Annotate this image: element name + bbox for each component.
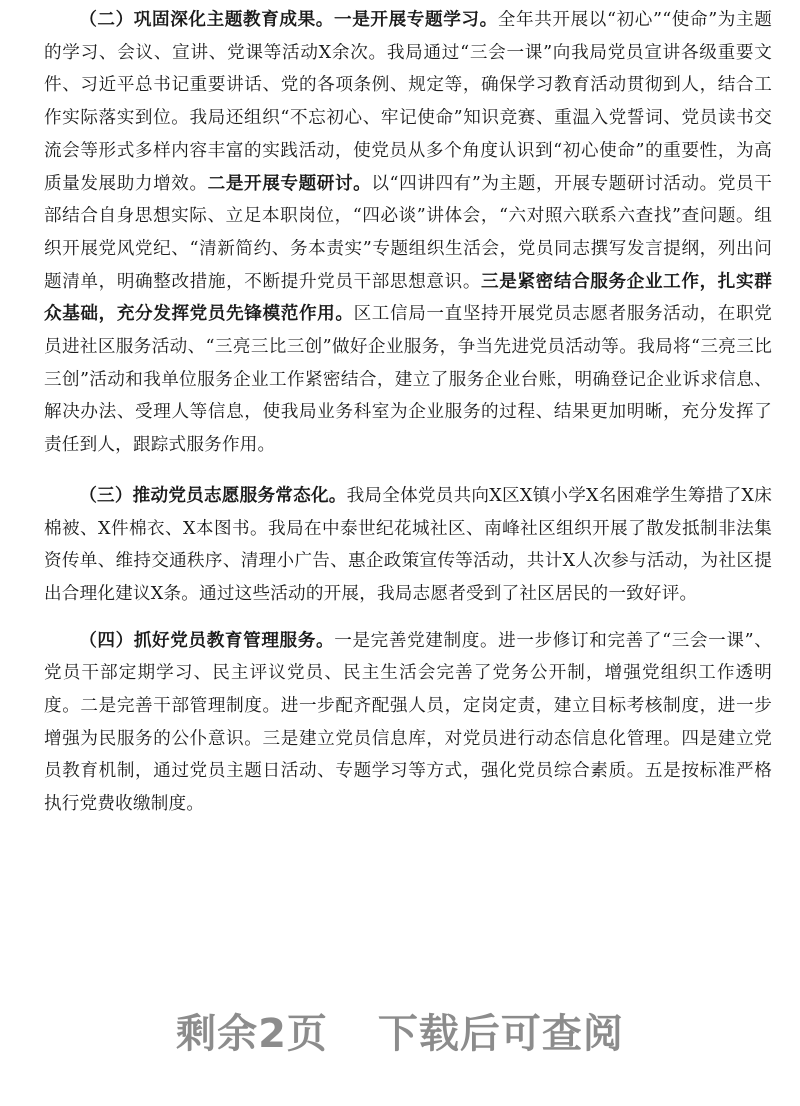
body-text: 全年共开展以“初心”“使命”为主题的学习、会议、宣讲、党课等活动X余次。我局通过“三会一课”向我局党员宣讲各级重要文件、习近平总书记重要讲话、党的各项条例、规定等，确保学习教育活动贯彻到人，结合工作实际落实到位。我局还组织“不忘初心、牢记使命”知识竞赛、重温入党誓词、党员读书交流会等形式多样内容丰富的实践活动，使党员从多个角度认识到“初心使命”的重要性，为高质量发展助力增效。 <box>44 10 772 194</box>
body-text: 我局全体党员共向X区X镇小学X名困难学生筹措了X床棉被、X件棉衣、X本图书。我局在中泰世纪花城社区、南峰社区组织开展了散发抵制非法集资传单、维持交通秩序、清理小广告、惠企政策宣传等活动，共计X人次参与活动，为社区提出合理化建议X条。通过这些活动的开展，我局志愿者受到了社区居民的一致好评。 <box>44 485 772 604</box>
subheading-enterprise-service: 三是紧密结合服务企业工作，扎实群众基础，充分发挥党员先锋模范作用。 <box>44 270 772 325</box>
download-prompt[interactable] <box>0 1002 800 1059</box>
body-text: 以“四讲四有”为主题，开展专题研讨活动。党员干部结合自身思想实际、立足本职岗位，“四必谈”讲体会，“六对照六联系六查找”查问题。组织开展党风党纪、“清新简约、务本责实”专题组织生活会，党员同志撰写发言提纲，列出问题清单，明确整改措施，不断提升党员干部思想意识。 <box>44 173 772 292</box>
body-text: 区工信局一直坚持开展党员志愿者服务活动，在职党员进社区服务活动、“三亮三比三创”做好企业服务，争当先进党员活动等。我局将“三亮三比三创”活动和我单位服务企业工作紧密结合，建立了服务企业台账，明确登记企业诉求信息、解决办法、受理人等信息，使我局业务科室为企业服务的过程、结果更加明晰，充分发挥了责任到人，跟踪式服务作用。 <box>44 304 772 456</box>
document-body <box>44 4 772 833</box>
heading-volunteer-service: （三）推动党员志愿服务常态化。 <box>79 484 347 506</box>
heading-education-management: （四）抓好党员教育管理服务。 <box>79 629 335 651</box>
paragraph-education-management <box>44 625 772 821</box>
paragraph-consolidate-education <box>44 4 772 462</box>
subheading-seminar: 二是开展专题研讨。 <box>207 172 372 194</box>
paragraph-volunteer-service <box>44 480 772 611</box>
download-to-read-label: 下载后可查阅 <box>377 1011 624 1057</box>
remaining-pages-label: 剩余2页 <box>176 1011 328 1057</box>
body-text: 一是完善党建制度。进一步修订和完善了“三会一课”、党员干部定期学习、民主评议党员、民主生活会完善了党务公开制，增强党组织工作透明度。二是完善干部管理制度。进一步配齐配强人员，定岗定责，建立目标考核制度，进一步增强为民服务的公仆意识。三是建立党员信息库，对党员进行动态信息化管理。四是建立党员教育机制，通过党员主题日活动、专题学习等方式，强化党员综合素质。五是按标准严格执行党费收缴制度。 <box>44 630 772 815</box>
heading-consolidate-education: （二）巩固深化主题教育成果。一是开展专题学习。 <box>79 9 498 30</box>
